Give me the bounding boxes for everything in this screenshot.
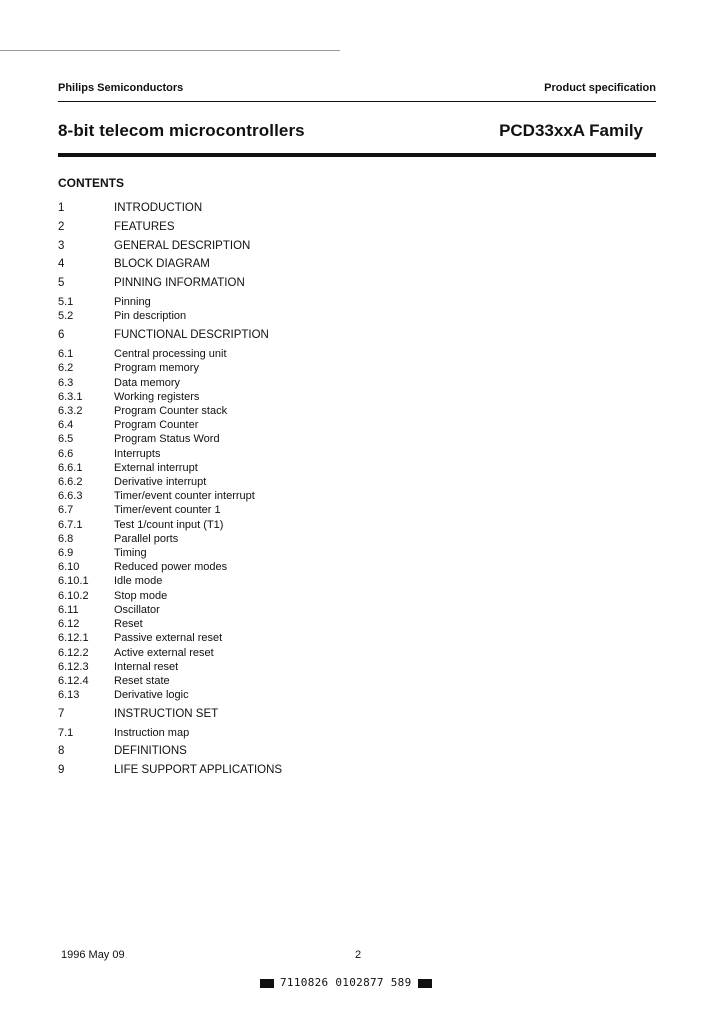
toc-entry-number: 6.11 [58, 604, 79, 616]
product-family: PCD33xxA Family [499, 121, 643, 140]
toc-entry-number: 6 [58, 329, 65, 341]
toc-entry [58, 504, 458, 518]
toc-entry-number: 1 [58, 202, 65, 214]
toc-entry-title: Timing [114, 547, 147, 559]
toc-entry-title: Working registers [114, 391, 200, 403]
toc-entry-title: Program Counter stack [114, 405, 228, 417]
toc-entry [58, 221, 458, 235]
header-rule [58, 101, 656, 102]
toc-entry-number: 7 [58, 708, 65, 720]
toc-entry-title: Interrupts [114, 448, 161, 460]
toc-entry [58, 618, 458, 632]
toc-entry [58, 561, 458, 575]
toc-entry-title: Derivative interrupt [114, 476, 207, 488]
toc-entry-number: 6.3.1 [58, 391, 83, 403]
toc-entry-title: Pinning [114, 296, 151, 308]
toc-entry-title: Oscillator [114, 604, 160, 616]
toc-entry-title: Reset state [114, 675, 170, 687]
header-company: Philips Semiconductors [58, 82, 184, 94]
toc-entry-title: Timer/event counter interrupt [114, 490, 255, 502]
toc-entry-number: 6.5 [58, 433, 74, 445]
toc-entry [58, 310, 458, 324]
toc-entry-title: Idle mode [114, 575, 163, 587]
toc-entry [58, 647, 458, 661]
toc-entry-number: 6.6.2 [58, 476, 83, 488]
barcode-text: 7110826 0102877 589 [280, 976, 412, 989]
toc-entry-title: Program Counter [114, 419, 199, 431]
toc-entry-number: 6.1 [58, 348, 74, 360]
toc-entry-title: INSTRUCTION SET [114, 708, 219, 720]
toc-entry [58, 708, 458, 722]
toc-entry-title: Stop mode [114, 590, 168, 602]
toc-entry [58, 476, 458, 490]
toc-entry [58, 202, 458, 216]
toc-entry-title: GENERAL DESCRIPTION [114, 240, 251, 252]
toc-entry-title: Timer/event counter 1 [114, 504, 221, 516]
toc-entry-number: 6.6 [58, 448, 74, 460]
toc-entry-title: Pin description [114, 310, 187, 322]
toc-entry-title: Passive external reset [114, 632, 223, 644]
toc-entry [58, 689, 458, 703]
toc-entry-title: Parallel ports [114, 533, 179, 545]
toc-entry-title: Test 1/count input (T1) [114, 519, 224, 531]
toc-entry-number: 6.4 [58, 419, 74, 431]
toc-entry-title: Internal reset [114, 661, 179, 673]
toc-entry-number: 5.2 [58, 310, 74, 322]
toc-entry-number: 6.7.1 [58, 519, 83, 531]
toc-entry-title: LIFE SUPPORT APPLICATIONS [114, 764, 283, 776]
toc-entry-number: 6.3.2 [58, 405, 83, 417]
toc-entry-title: Reset [114, 618, 143, 630]
toc-entry-number: 6.6.1 [58, 462, 83, 474]
document-title: 8-bit telecom microcontrollers [58, 121, 305, 140]
toc-entry [58, 575, 458, 589]
toc-entry-number: 6.12.3 [58, 661, 89, 673]
toc-entry [58, 590, 458, 604]
toc-entry [58, 419, 458, 433]
toc-entry-number: 5.1 [58, 296, 74, 308]
toc-entry-title: Reduced power modes [114, 561, 228, 573]
contents-heading: CONTENTS [58, 176, 124, 190]
toc-entry [58, 519, 458, 533]
toc-entry [58, 632, 458, 646]
toc-entry-title: FEATURES [114, 221, 175, 233]
toc-entry-number: 6.2 [58, 362, 74, 374]
toc-entry [58, 490, 458, 504]
title-rule [58, 153, 656, 157]
toc-entry-number: 6.13 [58, 689, 80, 701]
toc-entry-number: 6.10.2 [58, 590, 89, 602]
toc-entry-title: FUNCTIONAL DESCRIPTION [114, 329, 269, 341]
toc-entry-number: 8 [58, 745, 65, 757]
toc-entry-title: Program memory [114, 362, 199, 374]
toc-entry-title: PINNING INFORMATION [114, 277, 245, 289]
toc-entry-number: 6.12 [58, 618, 80, 630]
toc-entry [58, 391, 458, 405]
toc-entry [58, 405, 458, 419]
toc-entry-number: 6.3 [58, 377, 74, 389]
toc-entry-number: 5 [58, 277, 65, 289]
toc-entry-number: 7.1 [58, 727, 74, 739]
toc-entry-title: Derivative logic [114, 689, 189, 701]
toc-entry-number: 4 [58, 258, 65, 270]
toc-entry-number: 3 [58, 240, 65, 252]
toc-entry [58, 277, 458, 291]
toc-entry-number: 6.6.3 [58, 490, 83, 502]
toc-entry [58, 329, 458, 343]
toc-entry-title: DEFINITIONS [114, 745, 187, 757]
barcode-block-right [418, 979, 432, 988]
toc-entry-number: 9 [58, 764, 65, 776]
toc-entry [58, 462, 458, 476]
toc-entry-title: BLOCK DIAGRAM [114, 258, 210, 270]
barcode-block-left [260, 979, 274, 988]
toc-entry [58, 448, 458, 462]
barcode-line [260, 976, 432, 989]
toc-entry [58, 533, 458, 547]
toc-entry-number: 6.12.4 [58, 675, 89, 687]
toc-entry-number: 6.10.1 [58, 575, 89, 587]
scan-artifact-line [0, 50, 340, 51]
toc-entry-number: 6.12.1 [58, 632, 89, 644]
toc-entry-title: Active external reset [114, 647, 214, 659]
toc-entry [58, 348, 458, 362]
toc-entry [58, 764, 458, 778]
header-doc-type: Product specification [544, 82, 656, 94]
toc-entry-title: INTRODUCTION [114, 202, 203, 214]
toc-entry [58, 377, 458, 391]
toc-entry-title: External interrupt [114, 462, 198, 474]
toc-entry-title: Program Status Word [114, 433, 220, 445]
toc-entry [58, 296, 458, 310]
toc-entry [58, 258, 458, 272]
toc-entry-title: Instruction map [114, 727, 190, 739]
toc-entry [58, 745, 458, 759]
toc-entry-title: Central processing unit [114, 348, 227, 360]
toc-entry [58, 661, 458, 675]
toc-entry-number: 6.10 [58, 561, 80, 573]
toc-entry [58, 675, 458, 689]
toc-entry-number: 6.9 [58, 547, 74, 559]
toc-entry [58, 727, 458, 741]
toc-entry [58, 362, 458, 376]
footer-page-number: 2 [355, 949, 362, 961]
toc-entry-title: Data memory [114, 377, 181, 389]
toc-entry-number: 6.12.2 [58, 647, 89, 659]
toc-entry [58, 433, 458, 447]
toc-entry-number: 6.7 [58, 504, 74, 516]
toc-entry-number: 2 [58, 221, 65, 233]
toc-entry [58, 547, 458, 561]
toc-entry [58, 604, 458, 618]
footer-date: 1996 May 09 [61, 949, 125, 961]
toc-entry [58, 240, 458, 254]
toc-entry-number: 6.8 [58, 533, 74, 545]
